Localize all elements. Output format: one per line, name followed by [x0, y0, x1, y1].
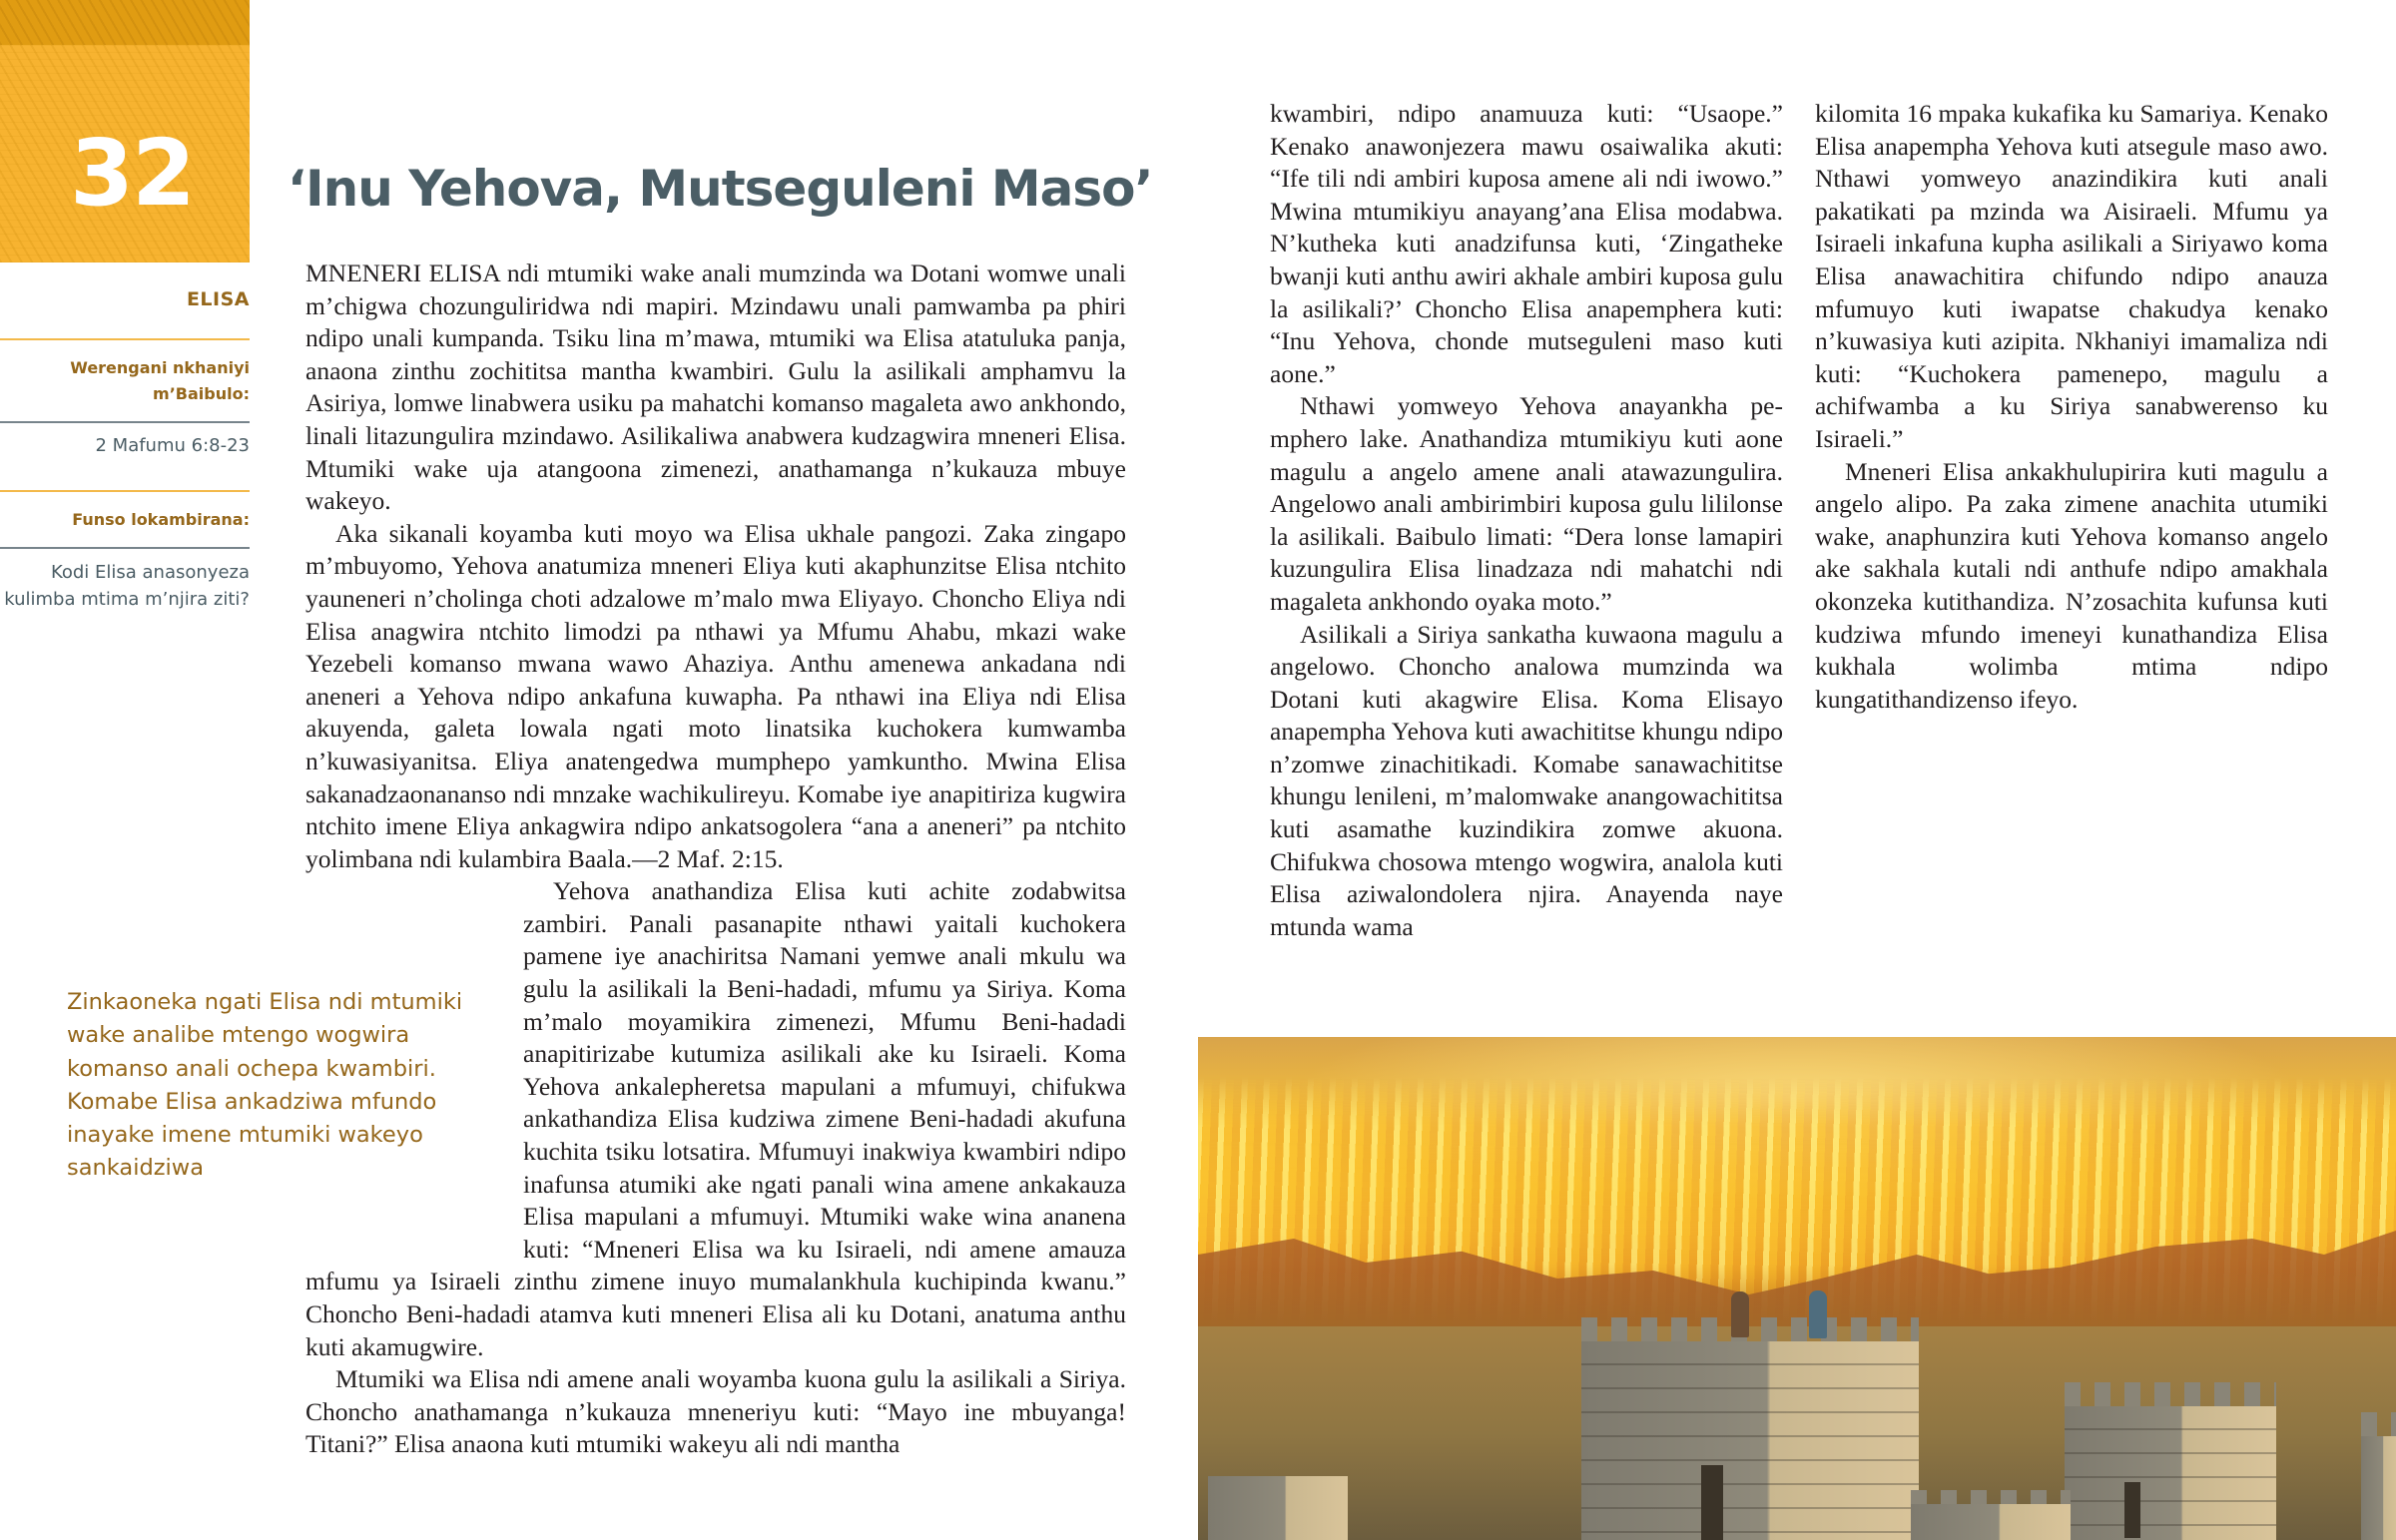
- paragraph: Mneneri Elisa ankakhulupirira kuti magulu a angelo alipo. Pa zaka zimene anachita utumiki wake, anaphunzira kuti Yehova komanso angelo ake sakhala kutali ndi anthufe ndipo amakhala okonzeka kutithandiza. N’zosachita kufunsa kuti kudziwa mfundo imeneyi kunathandiza Elisa kukhala wolimba mtima ndipo kungatithandizenso ifeyo.: [1815, 456, 2328, 714]
- foreground-wall: [1208, 1476, 1348, 1540]
- scripture-reference[interactable]: 2 Mafumu 6:8-23: [95, 435, 250, 456]
- city-tower-main: [1581, 1341, 1919, 1540]
- city-wall: [1911, 1504, 2071, 1540]
- elisha-figure: [1809, 1290, 1827, 1338]
- read-label: Werengani nkhaniyi m’Baibulo:: [70, 358, 250, 403]
- chapter-sidebar: [0, 262, 250, 613]
- paragraph: Nthawi yomweyo Yehova anayankha pemphero lake. Anathandiza mtumikiyu kuti aone magulu a angelo amene anali atawazungulira. Angelowo anali ambirimbiri kuposa gulu lililonse la asilikali. Baibulo limati: “Dera lonse lamapiri kuzungulira Elisa linadzaza ndi mahatchi ndi magaleta ankhondo oyaka moto.”: [1270, 391, 1783, 616]
- chapter-header-block: [0, 0, 250, 262]
- character-name: ELISA: [186, 288, 250, 310]
- article-column-1: [305, 257, 1126, 1461]
- article-column-2: [1270, 98, 1783, 943]
- paragraph: kilomita 16 mpaka kukafika ku Samariya. Kenako Elisa anapempha Yehova kuti atsegule maso awo. Nthawi yomweyo anazindikira kuti anali pakatikati pa mzinda wa Aisiraeli. Mfumu ya Isiraeli inkafuna kupha asilikali a Siriyawo koma Elisa anawachitira chifundo ndipo anauza mfumuyo kuti iwapatse chakudya kenako n’kuwasiya kuti azipita. Nkhaniyi imamaliza ndi kuti: “Kuchokera pamenepo, magulu a achifwamba a ku Siriya sanabwerenso ku Isiraeli.”: [1815, 99, 2328, 453]
- discussion-question: Kodi Elisa anasonyeza kulimba mtima m’njira ziti?: [4, 562, 250, 610]
- discussion-label: Funso lokambirana:: [72, 510, 250, 529]
- paragraph: Mtumiki wa Elisa ndi amene anali woyamba kuona gulu la asilikali a Siriya. Choncho anathamanga n’kukauza mneneriyu kuti: “Mayo ine mbuyanga! Titani?” Elisa anaona kuti mtumiki wakeyu ali ndi mantha: [305, 1364, 1126, 1459]
- pull-quote-wrap-area: [305, 943, 523, 1237]
- paragraph: Aka sikanali koyamba kuti moyo wa Elisa ukhale pangozi. Zaka zingapo m’mbuyomo, Yehova anatumiza mneneri Eliya kuti akaphunzitse Elisa ntchito yauneneri n’cholinga choti adzalowe m’malo mwa Eliyayo. Choncho Eliya ndi Elisa anagwira ntchito limodzi pa nthawi ya Mfumu Ahabu, mkazi wake Yezebeli komanso mwana wawo Ahaziya. Anthu amenewa ankadana ndi aneneri a Yehova ndipo ankafuna kuwapha. Pa nthawi ina Eliya ndi Elisa akuyenda, galeta lowala ngati moto linatsika kuchokera kumwamba n’kuwasiyanitsa. Eliya anatengedwa mumphepo yamkuntho. Mwina Elisa sakanadzaonananso ndi mnzake wachikulireyu. Komabe iye anapitiriza kugwira ntchito imene Eliya ankagwira ndipo ankatsogolera “ana a aneneri” pa ntchito yolimbana ndi kulambira Baala.—2 Maf. 2:15.: [305, 518, 1126, 873]
- pull-quote: Zinkaoneka ngati Elisa ndi mtumiki wake analibe mtengo wogwira komanso anali ochepa kwambiri. Komabe Elisa ankadziwa mfundo inayake imene mtumiki wakeyo sankaidziwa: [67, 989, 463, 1182]
- paragraph: Yehova anathandiza Elisa kuti achite zodabwitsa zambiri. Panali pasanapite nthawi yaitali kuchokera pamene iye anachiritsa Namani yemwe anali mkulu wa gulu la asilikali la Beni-hadadi, mfumu ya Siriya. Koma m’malo moyamikira zimenezi, Mfumu Beni-hadadi anapitirizabe kutumiza asilikali ake ku Isiraeli. Koma Yehova ankalepheretsa mapulani a mfumuyi, chifukwa ankathandiza Elisa kudziwa zimene Beni-hadadi akufuna kuchita tsiku lotsatira. Mfumuyi inakwiya kwambiri ndipo inafunsa atumiki ake ngati panali wina amene ankakauza Elisa mapulani a mfumuyi. Mtumiki wake wina ananena kuti: “Mneneri Elisa wa ku Isiraeli, ndi amene amauza mfumu ya Isiraeli zinthu zimene inuyo mumalankhula kuchipinda kwanu.” Choncho Beni-hadadi atamva kuti mneneri Elisa ali ku Dotani, anatuma anthu kuti akamugwire.: [305, 876, 1126, 1361]
- paragraph: kwambiri, ndipo anamuuza kuti: “Usaope.” Kenako anawonjezera mawu osaiwalika akuti: “Ife tili ndi ambiri kuposa amene ali ndi iwowo.” Mwina mtumikiyu anayang’ana Elisa modabwa. N’kutheka kuti anadzifunsa kuti, ‘Zingatheke bwanji kuti anthu awiri akhale ambiri kuposa gulu la asilikali?’ Choncho Elisa anapemphera kuti: “Inu Yehova, chonde mutseguleni maso kuti aone.”: [1270, 99, 1783, 388]
- tower-door: [2124, 1482, 2140, 1538]
- chapter-number: 32: [69, 120, 194, 227]
- paragraph: Asilikali a Siriya sankatha kuwaona magulu a angelowo. Choncho analowa mumzinda wa Dotani kuti akagwire Elisa. Koma Elisayo anapempha Yehova kuti awachititse khungu ndipo n’zomwe zinachitikadi. Komabe sanawachititse khungu lenileni, m’malomwake anangowachititsa kuti asamathe kuzindikira zomwe akuona. Chifukwa chosowa mtengo wogwira, analola kuti Elisa aziwalondolera njira. Anayenda naye mtunda wama: [1270, 619, 1783, 941]
- city-tower-secondary: [2065, 1406, 2276, 1540]
- illustration-fiery-army: [1198, 1037, 2396, 1540]
- city-tower-edge: [2361, 1436, 2396, 1540]
- tower-door: [1701, 1465, 1723, 1540]
- article-column-3: [1815, 98, 2328, 716]
- chapter-header-band: [0, 0, 250, 45]
- paragraph: MNENERI ELISA ndi mtumiki wake anali mumzinda wa Dotani womwe unali m’chigwa chozunguliridwa ndi mapiri. Mzindawu unali pamwamba pa phiri ndipo unali kumpanda. Tsiku lina m’mawa, mtumiki wa Elisa atatuluka panja, anaona zinthu zochititsa mantha kwambiri. Gulu la asilikali amphamvu la Asiriya, lomwe linabwera usiku pa mahatchi komanso magaleta awo ankhondo, linali litazungulira mzindawo. Asilikaliwa anabwera kudzagwira mneneri Elisa. Mtumiki wake uja atangoona zimenezi, anathamanga n’kukauza mbuye wakeyo.: [305, 258, 1126, 516]
- chapter-title: ‘Inu Yehova, Mutseguleni Maso’: [288, 160, 1153, 218]
- servant-figure: [1731, 1291, 1749, 1337]
